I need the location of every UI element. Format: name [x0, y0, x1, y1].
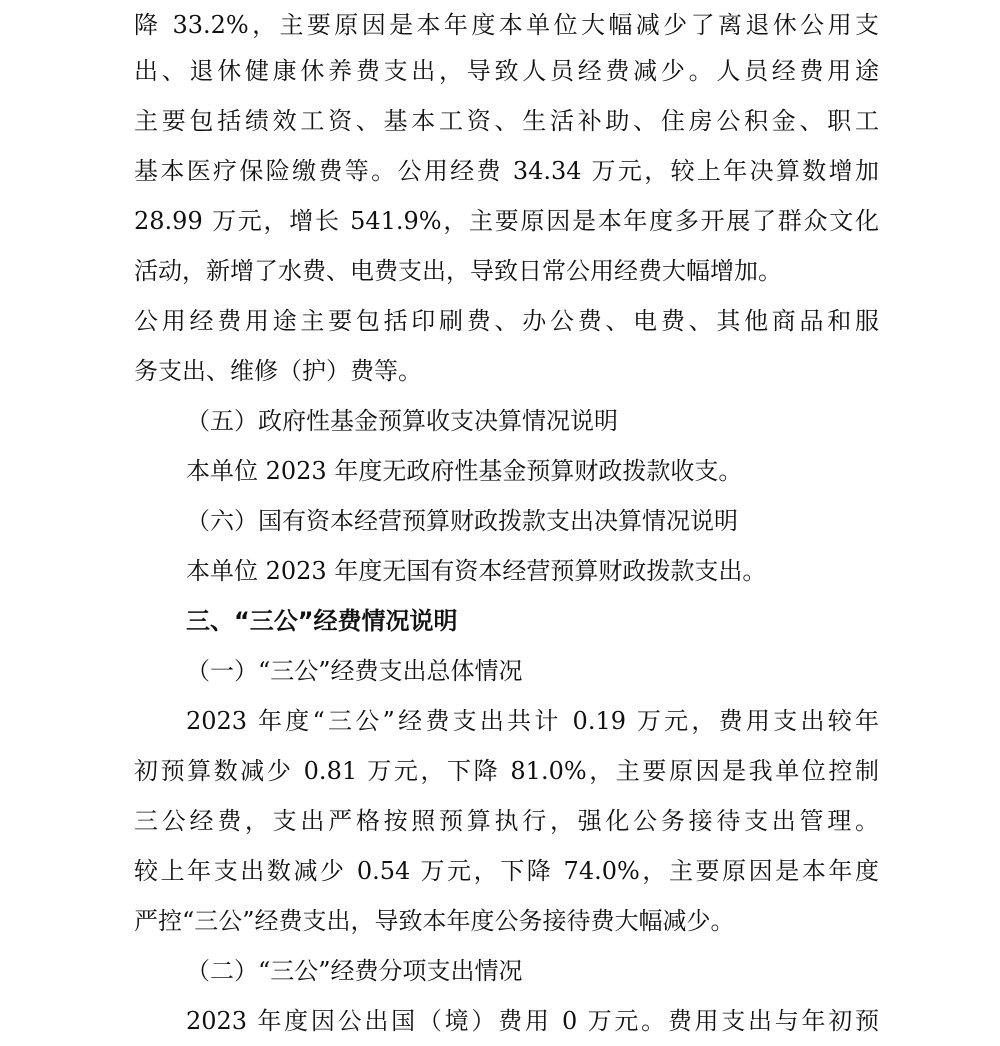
paragraph-line: 本单位 2023 年度无政府性基金预算财政拨款收支。 — [186, 457, 743, 485]
paragraph-line: 公用经费用途主要包括印刷费、办公费、电费、其他商品和服 — [134, 307, 879, 335]
paragraph-line: 出、退休健康休养费支出，导致人员经费减少。人员经费用途 — [134, 57, 879, 85]
paragraph-line: 28.99 万元，增长 541.9%，主要原因是本年度多开展了群众文化 — [134, 207, 879, 235]
paragraph-line: 严控“三公”经费支出，导致本年度公务接待费大幅减少。 — [134, 907, 735, 935]
paragraph-line: 三公经费，支出严格按照预算执行，强化公务接待支出管理。 — [134, 807, 879, 835]
paragraph-line: 本单位 2023 年度无国有资本经营预算财政拨款支出。 — [186, 557, 767, 585]
paragraph-line: 2023 年度因公出国（境）费用 0 万元。费用支出与年初预 — [186, 1007, 879, 1035]
section-heading-2: （二）“三公”经费分项支出情况 — [186, 957, 523, 985]
chapter-heading-three-public: 三、“三公”经费情况说明 — [186, 607, 458, 635]
paragraph-line: 初预算数减少 0.81 万元，下降 81.0%，主要原因是我单位控制 — [134, 757, 879, 785]
section-heading-1: （一）“三公”经费支出总体情况 — [186, 657, 523, 685]
paragraph-line: 较上年支出数减少 0.54 万元，下降 74.0%，主要原因是本年度 — [134, 857, 879, 885]
paragraph-line: 活动，新增了水费、电费支出，导致日常公用经费大幅增加。 — [134, 257, 782, 285]
paragraph-line: 2023 年度“三公”经费支出共计 0.19 万元，费用支出较年 — [186, 707, 879, 735]
paragraph-line: 降 33.2%，主要原因是本年度本单位大幅减少了离退休公用支 — [134, 11, 879, 39]
paragraph-line: 基本医疗保险缴费等。公用经费 34.34 万元，较上年决算数增加 — [134, 157, 879, 185]
paragraph-line: 务支出、维修（护）费等。 — [134, 357, 422, 385]
section-heading-5: （五）政府性基金预算收支决算情况说明 — [186, 407, 618, 435]
section-heading-6: （六）国有资本经营预算财政拨款支出决算情况说明 — [186, 507, 738, 535]
paragraph-line: 主要包括绩效工资、基本工资、生活补助、住房公积金、职工 — [134, 107, 879, 135]
